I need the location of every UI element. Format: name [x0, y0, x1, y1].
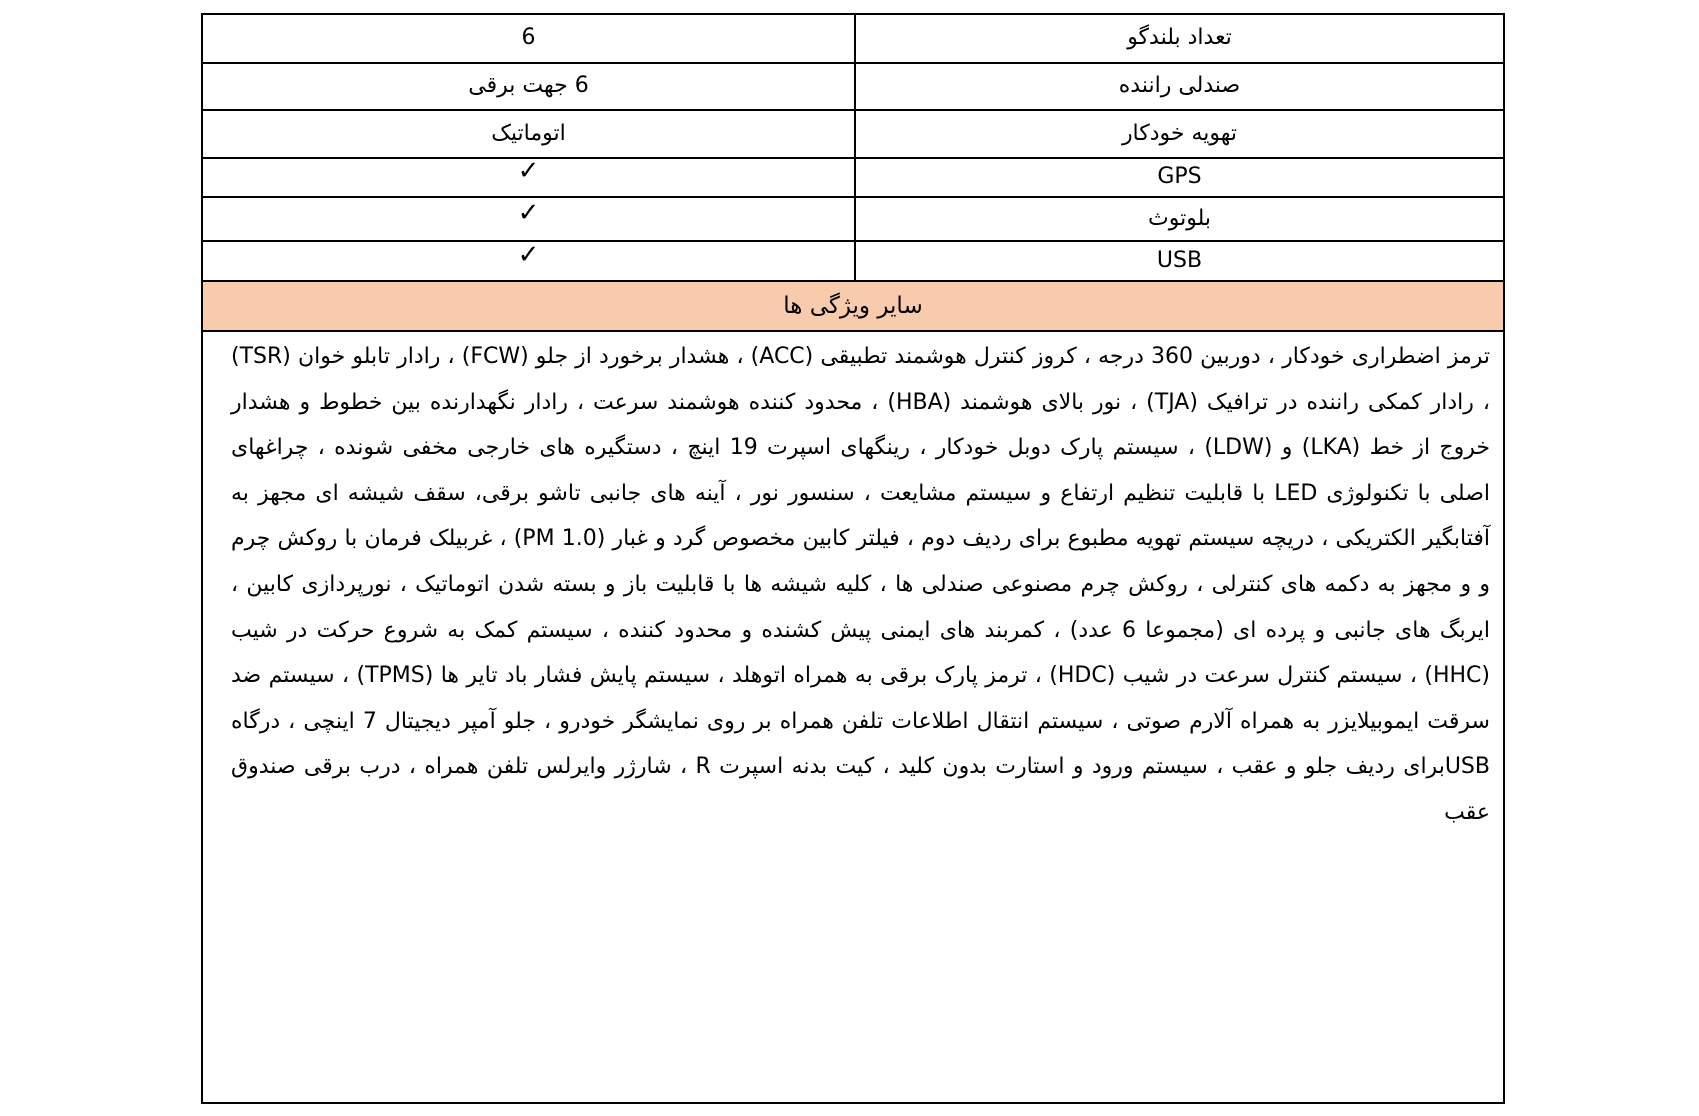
spec-sheet	[201, 13, 1505, 1104]
spec-label: USB	[855, 241, 1503, 281]
other-features-text: ترمز اضطراری خودکار ، دوربین 360 درجه ، کروز کنترل هوشمند تطبیقی (ACC) ، هشدار برخورد از جلو (FCW) ، رادار تابلو خوان (TSR) ، رادار کمکی راننده در ترافیک (TJA) ، نور بالای هوشمند (HBA) ، محدود کننده هوشمند سرعت ، رادار نگهدارنده بین خطوط و هشدار خروج از خط (LKA) و (LDW) ، سیستم پارک دوبل خودکار ، رینگهای اسپرت 19 اینچ ، دستگیره های خارجی مخفی شونده ، چراغهای اصلی با تکنولوژی LED با قابلیت تنظیم ارتفاع و سیستم مشایعت ، سنسور نور ، آینه های جانبی تاشو برقی، سقف شیشه ای مجهز به آفتابگیر الکتریکی ، دریچه سیستم تهویه مطبوع برای ردیف دوم ، فیلتر کابین مخصوص گرد و غبار (PM 1.0) ، غربیلک فرمان با روکش چرم و و مجهز به دکمه های کنترلی ، روکش چرم مصنوعی صندلی ها ، کلیه شیشه ها با قابلیت باز و بسته شدن اتوماتیک ، نورپردازی کابین ، ایربگ های جانبی و پرده ای (مجموعا 6 عدد) ، کمربند های ایمنی پیش کشنده و محدود کننده ، سیستم کمک به شروع حرکت در شیب (HHC) ، سیستم کنترل سرعت در شیب (HDC) ، ترمز پارک برقی به همراه اتوهلد ، سیستم پایش فشار باد تایر ها (TPMS) ، سیستم ضد سرقت ایموبیلایزر به همراه آلارم صوتی ، سیستم انتقال اطلاعات تلفن همراه بر روی نمایشگر خودرو ، جلو آمپر دیجیتال 7 اینچی ، درگاه USBبرای ردیف جلو و عقب ، سیستم ورود و استارت بدون کلید ، کیت بدنه اسپرت R ، شارژر وایرلس تلفن همراه ، درب برقی صندوق عقب	[231, 344, 1491, 825]
check-icon: ✓	[517, 197, 540, 228]
spec-value	[203, 241, 855, 281]
check-icon: ✓	[517, 239, 540, 270]
spec-value: 6 جهت برقی	[203, 63, 855, 110]
spec-row-speakers	[203, 15, 1503, 63]
spec-label: تهویه خودکار	[855, 110, 1503, 158]
spec-label: بلوتوث	[855, 197, 1503, 241]
spec-row-usb	[203, 241, 1503, 281]
spec-value	[203, 158, 855, 197]
spec-row-driver-seat	[203, 63, 1503, 110]
spec-label: صندلی راننده	[855, 63, 1503, 110]
other-features-header: سایر ویژگی ها	[203, 282, 1503, 332]
spec-label: GPS	[855, 158, 1503, 197]
spec-label: تعداد بلندگو	[855, 15, 1503, 63]
spec-value: اتوماتیک	[203, 110, 855, 158]
spec-value	[203, 197, 855, 241]
spec-value: 6	[203, 15, 855, 63]
spec-table	[203, 15, 1503, 282]
spec-row-bluetooth	[203, 197, 1503, 241]
spec-row-gps	[203, 158, 1503, 197]
spec-row-auto-climate	[203, 110, 1503, 158]
check-icon: ✓	[517, 156, 540, 187]
